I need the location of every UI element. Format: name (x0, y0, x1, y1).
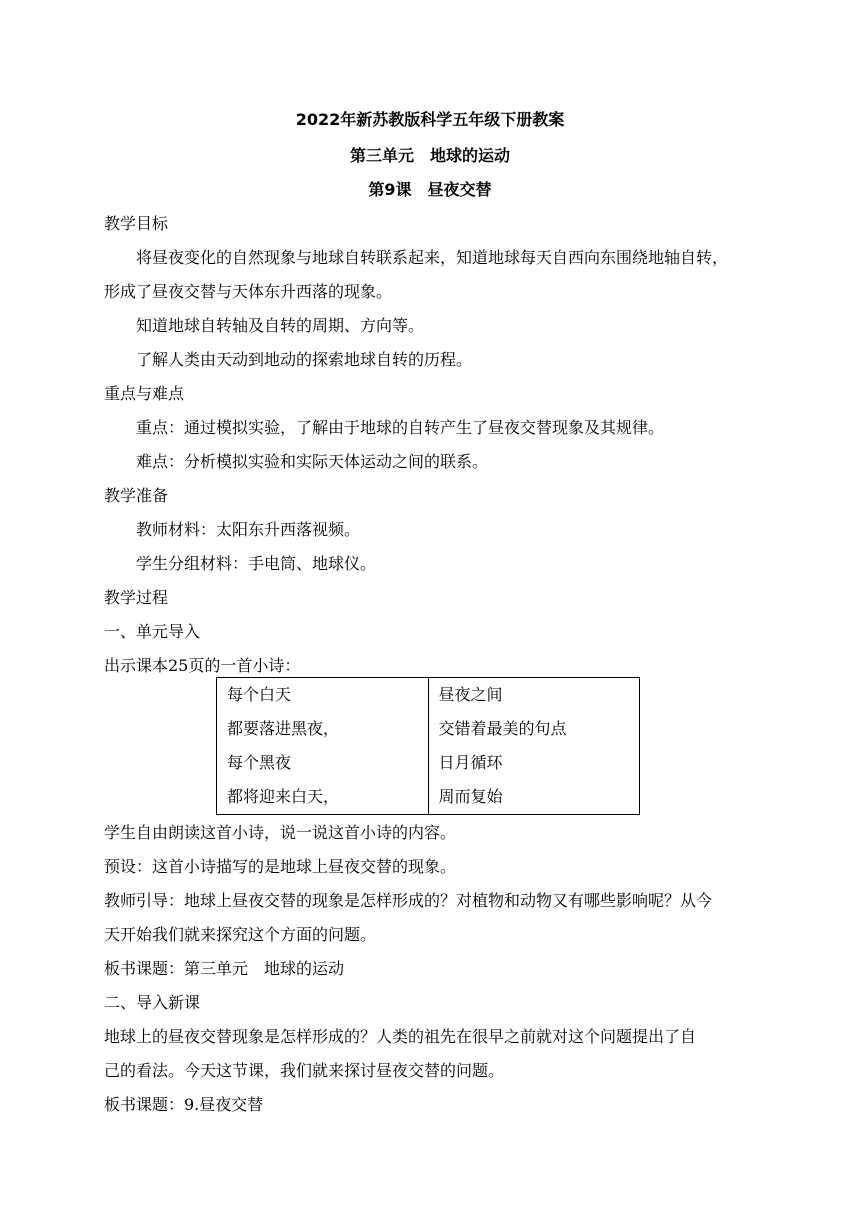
board-title-1: 板书课题：第三单元 地球的运动 (104, 959, 345, 978)
section-2-heading: 二、导入新课 (104, 993, 201, 1012)
goal-1-line-2: 形成了昼夜交替与天体东升西落的现象。 (104, 282, 393, 301)
poem-row (217, 746, 640, 780)
poem-cell-right: 交错着最美的句点 (428, 712, 640, 746)
goal-3: 了解人类由天动到地动的探索地球自转的历程。 (136, 350, 473, 369)
difficulty-point: 难点：分析模拟实验和实际天体运动之间的联系。 (136, 452, 489, 471)
keypoints-heading: 重点与难点 (104, 384, 185, 403)
prep-heading: 教学准备 (104, 486, 169, 505)
teacher-materials: 教师材料：太阳东升西落视频。 (136, 520, 361, 539)
poem-cell-left: 都将迎来白天， (217, 780, 429, 815)
unit-title: 第三单元 地球的运动 (349, 146, 510, 165)
poem-cell-right: 日月循环 (428, 746, 640, 780)
intro-line-2: 己的看法。今天这节课，我们就来探讨昼夜交替的问题。 (104, 1061, 505, 1080)
student-materials: 学生分组材料：手电筒、地球仪。 (136, 554, 377, 573)
goals-heading: 教学目标 (104, 214, 169, 233)
goal-1-line-1: 将昼夜变化的自然现象与地球自转联系起来，知道地球每天自西向东围绕地轴自转， (136, 248, 729, 267)
poem-cell-right: 周而复始 (428, 780, 640, 815)
teacher-guide-line-1: 教师引导：地球上昼夜交替的现象是怎样形成的？对植物和动物又有哪些影响呢？从今 (104, 891, 713, 910)
goal-2: 知道地球自转轴及自转的周期、方向等。 (136, 316, 425, 335)
document-title: 2022年新苏教版科学五年级下册教案 (295, 110, 565, 129)
poem-cell-left: 都要落进黑夜， (217, 712, 429, 746)
poem-row (217, 780, 640, 815)
poem-row (217, 712, 640, 746)
preset-text: 预设：这首小诗描写的是地球上昼夜交替的现象。 (104, 857, 457, 876)
key-point: 重点：通过模拟实验，了解由于地球的自转产生了昼夜交替现象及其规律。 (136, 418, 665, 437)
read-poem-text: 学生自由朗读这首小诗，说一说这首小诗的内容。 (104, 823, 457, 842)
section-1-heading: 一、单元导入 (104, 622, 201, 641)
poem-cell-right: 昼夜之间 (428, 678, 640, 713)
poem-cell-left: 每个黑夜 (217, 746, 429, 780)
poem-table (216, 677, 640, 815)
board-title-2: 板书课题：9.昼夜交替 (104, 1095, 264, 1114)
intro-line-1: 地球上的昼夜交替现象是怎样形成的？人类的祖先在很早之前就对这个问题提出了自 (104, 1027, 697, 1046)
poem-cell-left: 每个白天 (217, 678, 429, 713)
poem-row (217, 678, 640, 713)
process-heading: 教学过程 (104, 588, 169, 607)
lesson-title: 第9课 昼夜交替 (368, 180, 492, 199)
teacher-guide-line-2: 天开始我们就来探究这个方面的问题。 (104, 925, 377, 944)
show-poem-text: 出示课本25页的一首小诗： (104, 656, 301, 675)
